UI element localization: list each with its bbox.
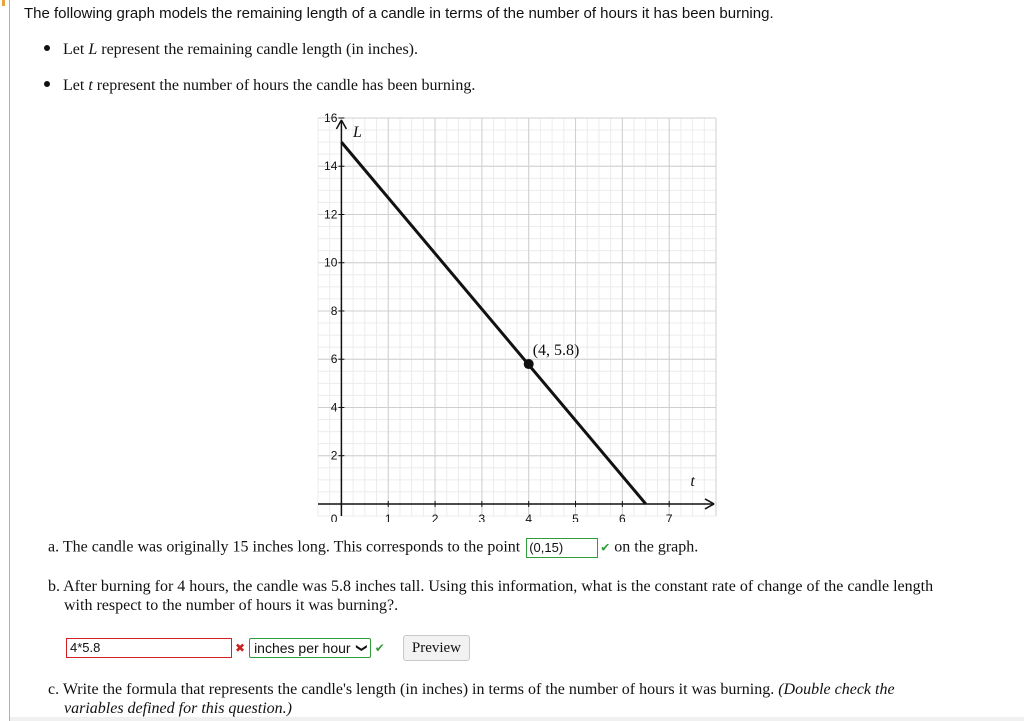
x-tick-label: 2	[431, 511, 439, 522]
left-border	[9, 0, 10, 721]
x-tick-label: 7	[665, 511, 673, 522]
x-tick-label: 6	[619, 511, 626, 522]
question-b: b. After burning for 4 hours, the candle was 5.8 inches tall. Using this information, what is the constant rate of change of the candle length with respect to the number of hours it was burning?.	[48, 578, 934, 614]
y-tick-label: 10	[324, 255, 338, 270]
x-tick-label: 3	[478, 511, 486, 522]
check-icon: ✔	[374, 641, 385, 655]
y-tick-label: 8	[330, 303, 338, 318]
y-axis-label: L	[352, 123, 362, 141]
data-point	[524, 359, 534, 369]
y-tick-label: 6	[330, 352, 338, 367]
check-icon: ✔	[600, 540, 611, 555]
chevron-down-icon: ❯	[355, 643, 368, 653]
question-c: c. Write the formula that represents the candle's length (in inches) in terms of the number of hours it was burning. (Double check the variables defined for this question.)	[48, 681, 895, 717]
y-tick-label: 4	[330, 400, 338, 415]
candle-graph	[312, 112, 722, 522]
question-a: a. The candle was originally 15 inches long. This corresponds to the point (0,15) ✔ on the graph.	[48, 538, 698, 558]
x-tick-label: 1	[384, 511, 392, 522]
x-tick-label: 0	[330, 511, 338, 522]
var-t: t	[88, 77, 93, 94]
x-axis-label: t	[690, 472, 695, 490]
graph-svg	[312, 112, 722, 522]
bullet-length: Let L represent the remaining candle length (in inches).	[44, 41, 418, 59]
bullet-hours: Let t represent the number of hours the candle has been burning.	[44, 77, 475, 95]
y-tick-label: 2	[330, 448, 338, 463]
bullet-dot	[44, 45, 50, 51]
answer-a-input[interactable]: (0,15)	[526, 538, 598, 558]
x-tick-label: 4	[525, 511, 533, 522]
y-tick-label: 12	[324, 207, 338, 222]
points	[524, 342, 580, 369]
preview-button[interactable]: Preview	[403, 635, 470, 661]
x-tick-label: 5	[572, 511, 579, 522]
problem-intro: The following graph models the remaining length of a candle in terms of the number of hours it has been burning.	[24, 5, 774, 22]
unit-select[interactable]: inches per hour ❯	[249, 638, 371, 658]
left-marker	[2, 0, 5, 6]
var-L: L	[88, 41, 98, 58]
bottom-shade	[10, 717, 1024, 721]
bullet-dot	[44, 81, 50, 87]
grid-minor	[318, 118, 716, 516]
y-tick-label: 16	[324, 112, 338, 125]
answer-b-input[interactable]: 4*5.8	[66, 638, 232, 658]
y-tick-label: 14	[324, 159, 338, 174]
answer-b-row	[66, 636, 470, 660]
point-label: (4, 5.8)	[532, 342, 580, 360]
axes	[318, 120, 714, 516]
cross-icon: ✖	[235, 641, 246, 655]
